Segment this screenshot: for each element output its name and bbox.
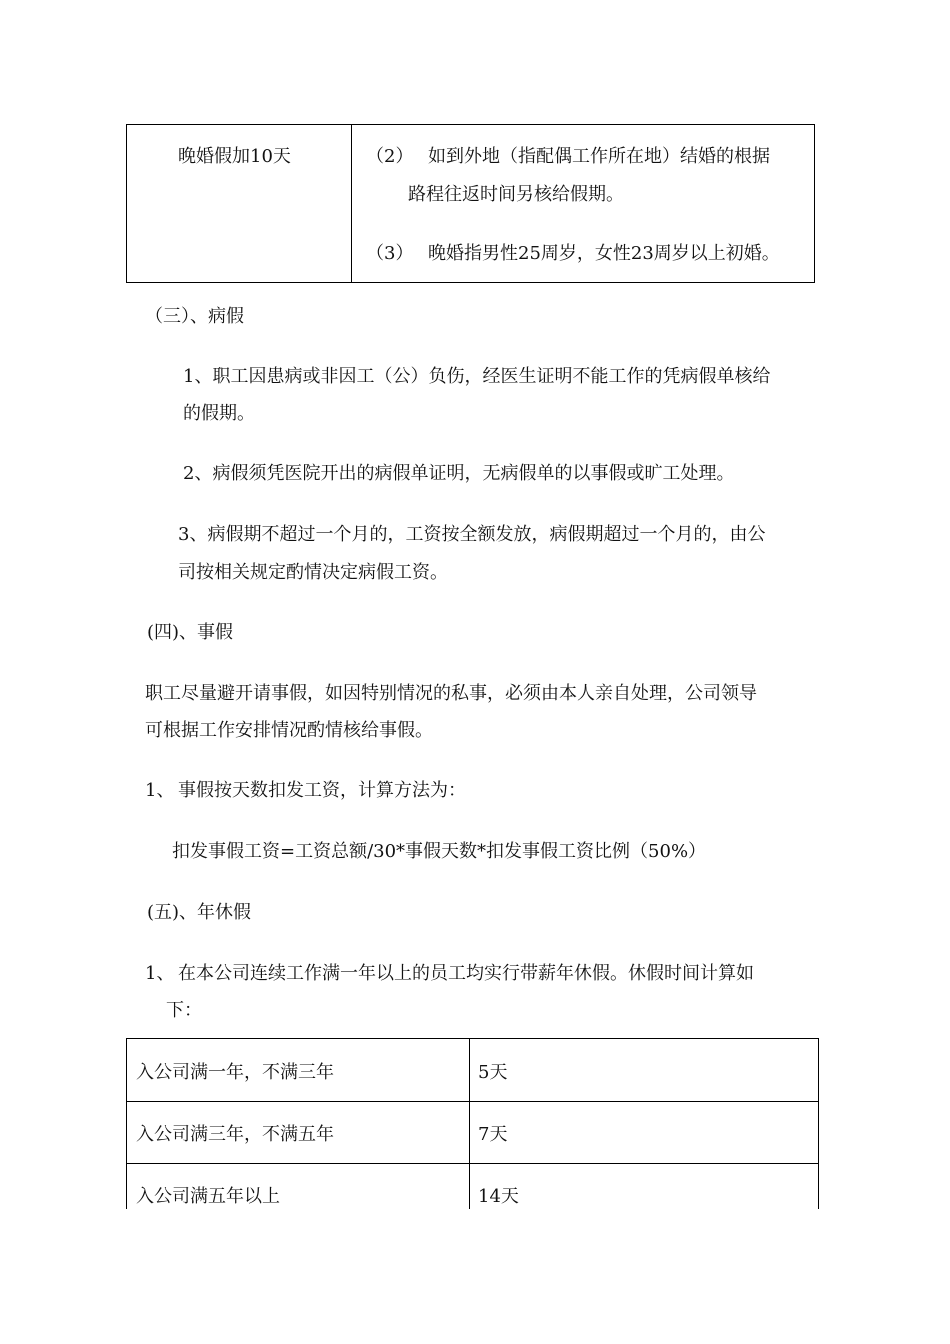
item-text: 如到外地（指配偶工作所在地）结婚的根据: [428, 146, 770, 167]
row-divider: [127, 1163, 818, 1164]
item-text-continued: 路程往返时间另核给假期。: [408, 184, 624, 205]
item-number: 1、: [145, 963, 175, 984]
item-text: 事假按天数扣发工资，计算方法为：: [178, 780, 466, 801]
table-cell-tenure: 入公司满三年，不满五年: [136, 1124, 334, 1145]
table-cell-tenure: 入公司满一年，不满三年: [136, 1062, 334, 1083]
late-marriage-cell: 晚婚假加10天: [178, 146, 291, 167]
table-cell-days: 7天: [478, 1124, 508, 1145]
paragraph-continued: 司按相关规定酌情决定病假工资。: [178, 562, 448, 583]
paragraph: 2、病假须凭医院开出的病假单证明，无病假单的以事假或旷工处理。: [183, 463, 735, 484]
item-text: 在本公司连续工作满一年以上的员工均实行带薪年休假。休假时间计算如: [178, 963, 754, 984]
paragraph-continued: 的假期。: [183, 403, 255, 424]
table-cell-days: 14天: [478, 1186, 519, 1207]
paragraph: 1、职工因患病或非因工（公）负伤，经医生证明不能工作的凭病假单核给: [183, 366, 771, 387]
row-divider: [127, 1101, 818, 1102]
formula: 扣发事假工资=工资总额/30*事假天数*扣发事假工资比例（50%）: [172, 841, 707, 862]
section-heading-personal-leave: (四)、事假: [147, 622, 234, 643]
item-number: （2）: [366, 146, 414, 167]
section-heading-sick-leave: （三）、病假: [145, 306, 244, 327]
table-cell-tenure: 入公司满五年以上: [136, 1186, 280, 1207]
section-heading-annual-leave: (五)、年休假: [147, 902, 252, 923]
table-divider: [469, 1039, 470, 1209]
paragraph: 3、病假期不超过一个月的，工资按全额发放，病假期超过一个月的，由公: [178, 524, 766, 545]
table-cell-days: 5天: [478, 1062, 508, 1083]
paragraph: 职工尽量避开请事假，如因特别情况的私事，必须由本人亲自处理，公司领导: [145, 683, 757, 704]
item-number: （3）: [366, 243, 414, 264]
paragraph-continued: 可根据工作安排情况酌情核给事假。: [145, 720, 433, 741]
table-divider: [351, 125, 352, 282]
item-number: 1、: [145, 780, 175, 801]
item-text: 晚婚指男性25周岁，女性23周岁以上初婚。: [428, 243, 780, 264]
item-text-continued: 下：: [166, 1000, 202, 1021]
